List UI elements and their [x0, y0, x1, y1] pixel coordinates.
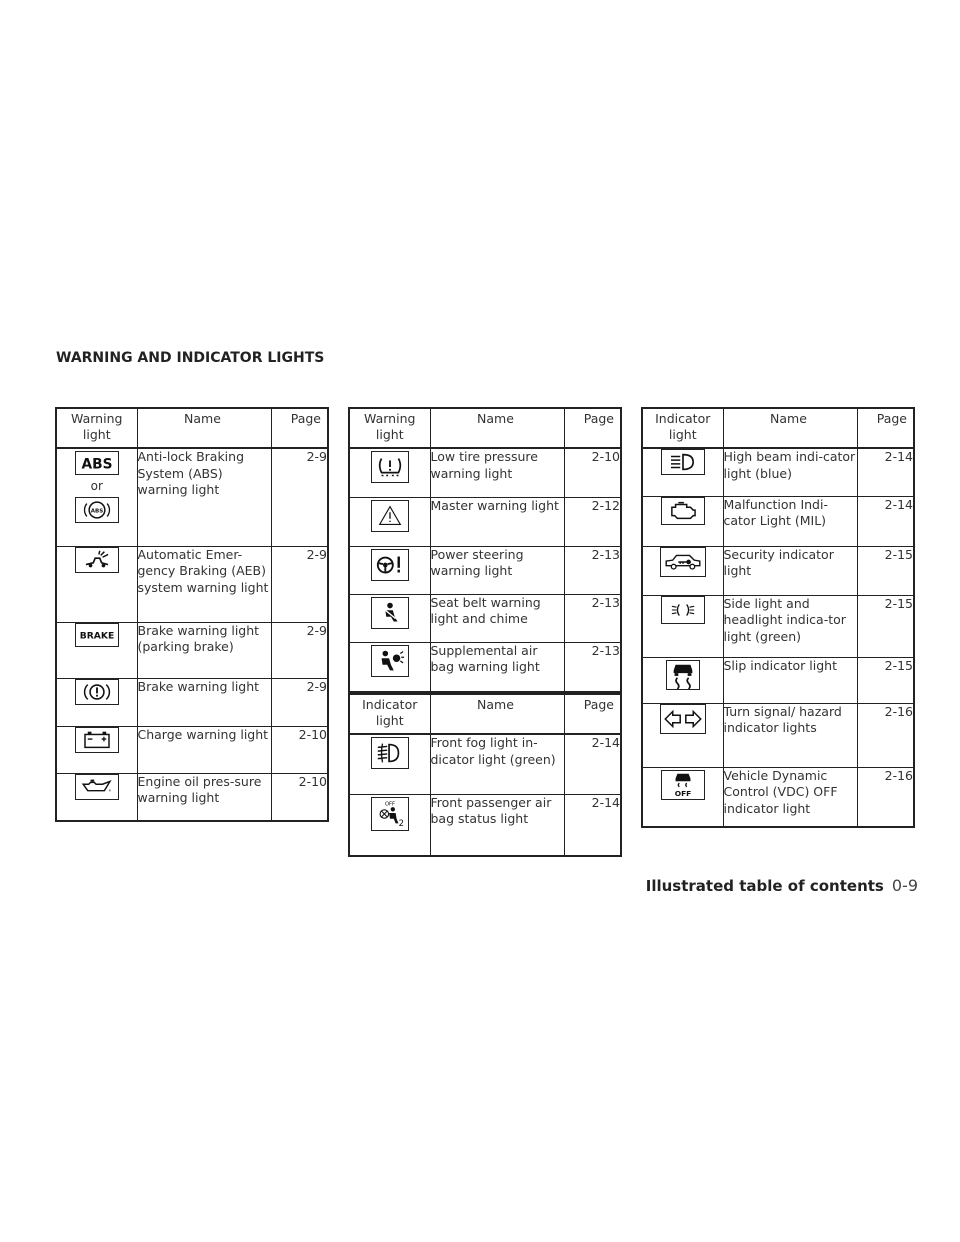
row-name: Charge warning light	[137, 726, 271, 773]
row-page: 2-9	[271, 546, 328, 622]
header-page: Page	[857, 408, 914, 448]
table-row	[349, 497, 621, 546]
row-name: Power steering warning light	[430, 546, 564, 594]
row-name: Turn signal/ hazard indicator lights	[723, 703, 857, 767]
table-row	[642, 595, 914, 657]
table-row	[56, 773, 328, 821]
table-row	[349, 734, 621, 794]
row-name: Brake warning light	[137, 678, 271, 726]
row-page: 2-12	[564, 497, 621, 546]
svg-text:ABS: ABS	[90, 508, 103, 515]
header-warning-light: Warning light	[56, 408, 137, 448]
engine-mil-icon	[661, 497, 705, 525]
seat-belt-icon	[371, 597, 409, 629]
table-row	[56, 678, 328, 726]
row-name: Master warning light	[430, 497, 564, 546]
table-row	[349, 594, 621, 642]
footer-title: Illustrated table of contents	[645, 877, 884, 895]
table-row	[642, 496, 914, 546]
svg-text:BRAKE: BRAKE	[79, 630, 114, 642]
row-name: Brake warning light (parking brake)	[137, 622, 271, 678]
security-car-key-icon	[660, 547, 706, 577]
table-row	[642, 657, 914, 703]
row-name: Low tire pressure warning light	[430, 448, 564, 497]
row-page: 2-14	[564, 734, 621, 794]
tire-pressure-icon	[371, 451, 409, 483]
table-row	[56, 448, 328, 546]
aeb-icon	[75, 547, 119, 573]
row-page: 2-10	[564, 448, 621, 497]
header-indicator-light: Indicator light	[642, 408, 723, 448]
warning-lights-table-1	[55, 407, 329, 822]
row-page: 2-15	[857, 595, 914, 657]
header-warning-light: Warning light	[349, 408, 430, 448]
table-row	[56, 622, 328, 678]
row-page: 2-13	[564, 546, 621, 594]
row-page: 2-9	[271, 678, 328, 726]
header-page: Page	[564, 694, 621, 734]
passenger-airbag-off-icon	[371, 797, 409, 831]
table-row	[642, 767, 914, 827]
row-name: Automatic Emer-gency Braking (AEB) system warning light	[137, 546, 271, 622]
table-row	[642, 448, 914, 496]
svg-text:OFF: OFF	[384, 801, 395, 808]
row-page: 2-14	[564, 794, 621, 856]
brake-text-icon	[75, 623, 119, 647]
svg-text:ABS: ABS	[81, 456, 113, 473]
power-steering-icon	[371, 549, 409, 581]
row-name: Seat belt warning light and chime	[430, 594, 564, 642]
battery-icon	[75, 727, 119, 753]
abs-circle-icon	[75, 497, 119, 523]
row-page: 2-16	[857, 767, 914, 827]
vdc-off-icon	[661, 770, 705, 800]
table-row	[56, 546, 328, 622]
row-name: Side light and headlight indica-tor light (green)	[723, 595, 857, 657]
table-row	[349, 794, 621, 856]
table-row	[349, 546, 621, 594]
row-name: Anti-lock Braking System (ABS) warning light	[137, 448, 271, 546]
header-name: Name	[430, 694, 564, 734]
row-name: Front fog light in-dicator light (green)	[430, 734, 564, 794]
table-row	[642, 703, 914, 767]
row-page: 2-13	[564, 594, 621, 642]
row-page: 2-14	[857, 448, 914, 496]
header-name: Name	[430, 408, 564, 448]
row-page: 2-9	[271, 448, 328, 546]
abs-icon	[75, 451, 119, 475]
row-name: Supplemental air bag warning light	[430, 642, 564, 692]
row-name: Security indicator light	[723, 546, 857, 595]
warning-lights-table-2	[348, 407, 622, 693]
row-name: Vehicle Dynamic Control (VDC) OFF indicator light	[723, 767, 857, 827]
master-warning-icon	[371, 500, 409, 532]
row-page: 2-15	[857, 657, 914, 703]
row-page: 2-16	[857, 703, 914, 767]
row-page: 2-13	[564, 642, 621, 692]
header-page: Page	[271, 408, 328, 448]
row-page: 2-10	[271, 773, 328, 821]
section-title: WARNING AND INDICATOR LIGHTS	[56, 350, 325, 366]
table-row	[349, 448, 621, 497]
row-page: 2-15	[857, 546, 914, 595]
page-footer	[646, 876, 918, 895]
airbag-icon	[371, 645, 409, 677]
turn-signal-icon	[660, 704, 706, 734]
indicator-lights-table-2	[641, 407, 915, 828]
svg-text:2: 2	[398, 817, 404, 828]
header-page: Page	[564, 408, 621, 448]
indicator-lights-table-1	[348, 693, 622, 857]
table-row	[56, 726, 328, 773]
header-name: Name	[137, 408, 271, 448]
or-label: or	[90, 479, 103, 493]
table-row	[349, 642, 621, 692]
brake-circle-icon	[75, 679, 119, 705]
svg-text:OFF: OFF	[674, 788, 692, 798]
header-indicator-light: Indicator light	[349, 694, 430, 734]
row-name: Front passenger air bag status light	[430, 794, 564, 856]
row-name: Malfunction Indi-cator Light (MIL)	[723, 496, 857, 546]
high-beam-icon	[661, 449, 705, 475]
row-name: Slip indicator light	[723, 657, 857, 703]
row-page: 2-14	[857, 496, 914, 546]
row-page: 2-10	[271, 726, 328, 773]
table-row	[642, 546, 914, 595]
front-fog-icon	[371, 737, 409, 769]
slip-icon	[666, 660, 700, 690]
oil-can-icon	[75, 774, 119, 800]
row-page: 2-9	[271, 622, 328, 678]
header-name: Name	[723, 408, 857, 448]
side-light-icon	[661, 596, 705, 624]
row-name: Engine oil pres-sure warning light	[137, 773, 271, 821]
footer-page-number: 0-9	[891, 876, 918, 895]
row-name: High beam indi-cator light (blue)	[723, 448, 857, 496]
